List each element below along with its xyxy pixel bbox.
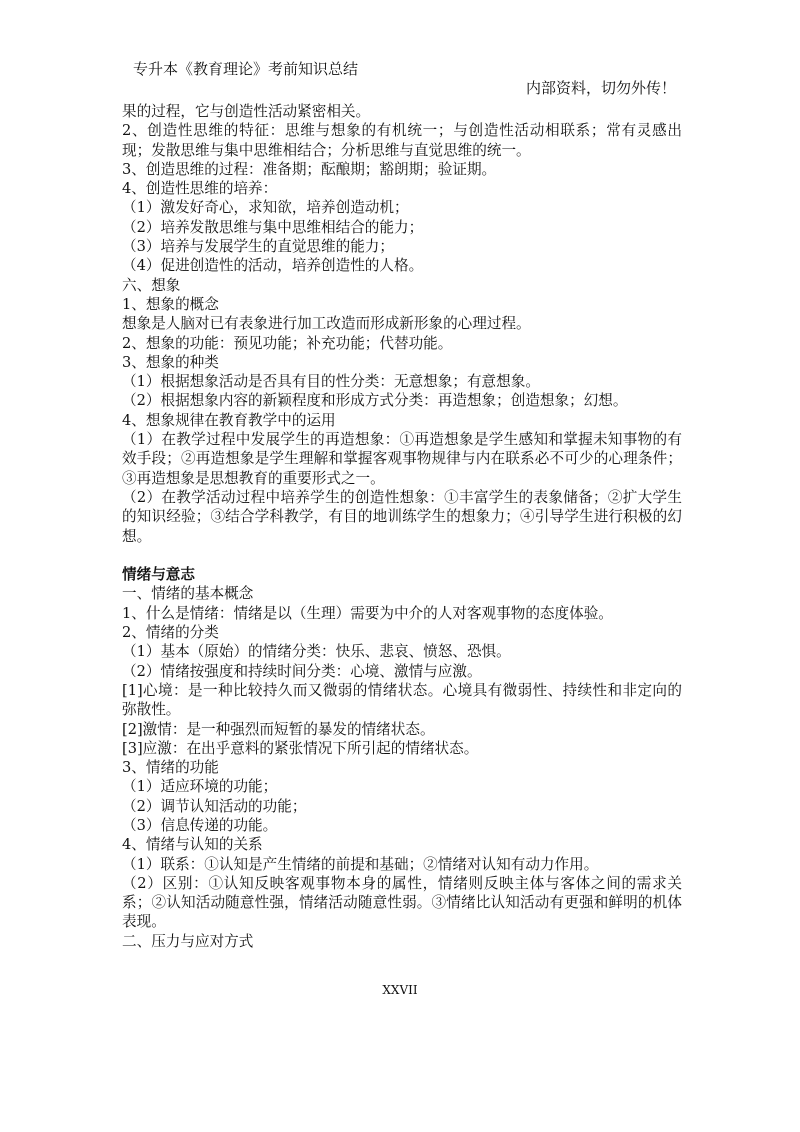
text-paragraph: 2、创造性思维的特征：思维与想象的有机统一；与创造性活动相联系；常有灵感出现；发散思维与集中思维相结合；分析思维与直觉思维的统一。 (122, 122, 682, 159)
text-paragraph: 4、创造性思维的培养： (122, 180, 278, 198)
text-paragraph: （2）根据想象内容的新颖程度和形成方式分类：再造想象；创造想象；幻想。 (122, 392, 628, 410)
text-paragraph: 1、什么是情绪：情绪是以（生理）需要为中介的人对客观事物的态度体验。 (122, 604, 613, 622)
text-paragraph: （2）调节认知活动的功能； (122, 797, 307, 815)
text-paragraph: （1）基本（原始）的情绪分类：快乐、悲哀、愤怒、恐惧。 (122, 643, 511, 661)
text-paragraph: 一、情绪的基本概念 (122, 585, 254, 603)
blank-line (122, 546, 682, 565)
text-paragraph: [1]心境：是一种比较持久而又微弱的情绪状态。心境具有微弱性、持续性和非定向的弥散性。 (122, 681, 682, 719)
text-paragraph: （1）适应环境的功能； (122, 778, 278, 796)
text-paragraph: （4）促进创造性的活动，培养创造性的人格。 (122, 257, 424, 275)
text-paragraph: 二、压力与应对方式 (122, 932, 254, 950)
text-paragraph: 3、创造思维的过程：准备期；酝酿期；豁朗期；验证期。 (122, 160, 497, 178)
header-title: 专升本《教育理论》考前知识总结 (133, 60, 359, 78)
page-number: XXVII (382, 983, 418, 997)
section-heading: 情绪与意志 (122, 566, 195, 584)
text-paragraph: （1）激发好奇心，求知欲，培养创造动机； (122, 199, 409, 217)
text-paragraph: （2）培养发散思维与集中思维相结合的能力； (122, 218, 424, 236)
text-paragraph: （1）在教学过程中发展学生的再造想象：①再造想象是学生感知和掌握未知事物的有效手段；②再造想象是学生理解和掌握客观事物规律与内在联系必不可少的心理条件；③再造想象是思想教育的重要形式之一。 (122, 431, 682, 487)
header-confidential-note: 内部资料，切勿外传！ (525, 79, 676, 97)
text-paragraph: （3）培养与发展学生的直觉思维的能力； (122, 238, 394, 256)
text-paragraph: （1）根据想象活动是否具有目的性分类：无意想象；有意想象。 (122, 373, 540, 391)
text-paragraph: 3、情绪的功能 (122, 759, 219, 777)
text-paragraph: （2）情绪按强度和持续时间分类：心境、激情与应激。 (122, 662, 482, 680)
text-paragraph: （2）在教学活动过程中培养学生的创造性想象：①丰富学生的表象储备；②扩大学生的知识经验；③结合学科教学，有目的地训练学生的想象力；④引导学生进行积极的幻想。 (122, 488, 682, 545)
text-paragraph: 六、想象 (122, 276, 181, 294)
text-paragraph: [3]应激：在出乎意料的紧张情况下所引起的情绪状态。 (122, 739, 479, 757)
text-paragraph: 想象是人脑对已有表象进行加工改造而形成新形象的心理过程。 (122, 315, 531, 333)
text-paragraph: 3、想象的种类 (122, 353, 219, 371)
text-paragraph: [2]激情：是一种强烈而短暂的暴发的情绪状态。 (122, 720, 435, 738)
text-paragraph: 2、情绪的分类 (122, 624, 219, 642)
text-paragraph: 1、想象的概念 (122, 295, 219, 313)
text-paragraph: （3）信息传递的功能。 (122, 816, 278, 834)
body-text (122, 102, 682, 951)
text-paragraph: 果的过程，它与创造性活动紧密相关。 (122, 103, 371, 120)
text-paragraph: （1）联系：①认知是产生情绪的前提和基础；②情绪对认知有动力作用。 (122, 855, 599, 873)
text-paragraph: 2、想象的功能：预见功能；补充功能；代替功能。 (122, 334, 453, 352)
text-paragraph: 4、情绪与认知的关系 (122, 836, 263, 854)
text-paragraph: （2）区别：①认知反映客观事物本身的属性，情绪则反映主体与客体之间的需求关系；②认知活动随意性强，情绪活动随意性弱。③情绪比认知活动有更强和鲜明的机体表现。 (122, 874, 682, 931)
text-paragraph: 4、想象规律在教育教学中的运用 (122, 411, 336, 429)
